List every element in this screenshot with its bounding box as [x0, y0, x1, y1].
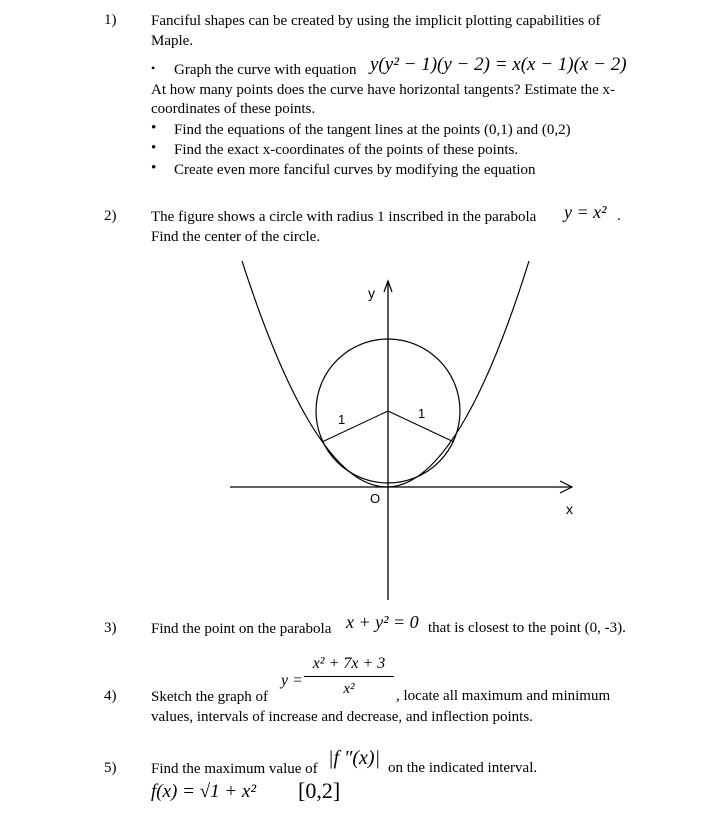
problem-1-question-line2: coordinates of these points. [151, 101, 316, 117]
problem-3-number: 3) [104, 620, 117, 636]
problem-1-equation-text: y(y² − 1)(y − 2) = x(x − 1)(x − 2) [370, 54, 627, 75]
problem-1-bullet-item: Find the equations of the tangent lines at the points (0,1) and (0,2) [174, 122, 571, 138]
problem-5-function: f(x) = √1 + x² [151, 781, 257, 802]
parabola-curve [242, 261, 529, 487]
problem-4-y-eq: y = [281, 672, 303, 689]
problem-1-number: 1) [104, 12, 117, 28]
bullet-icon: • [151, 140, 157, 156]
problem-2-line1: The figure shows a circle with radius 1 inscribed in the parabola [151, 209, 537, 225]
radius-label-left: 1 [338, 412, 346, 427]
problem-5-abs-expression: |f ″(x)| [328, 747, 381, 769]
bullet-icon: • [151, 120, 157, 136]
problem-4-numerator: x² + 7x + 3 [312, 655, 386, 672]
fraction-bar [304, 676, 394, 677]
problem-1-bullet-item: Create even more fanciful curves by modifying the equation [174, 162, 536, 178]
x-axis-label: x [566, 501, 573, 517]
problem-2-line2: Find the center of the circle. [151, 229, 321, 245]
problem-1-question-line1: At how many points does the curve have horizontal tangents? Estimate the x- [151, 82, 616, 98]
problem-1-bullet-item: Find the exact x-coordinates of the points of these points. [174, 142, 519, 158]
problem-5-number: 5) [104, 760, 117, 776]
problem-4-text-after: , locate all maximum and minimum [396, 688, 611, 704]
bullet-icon: • [151, 160, 157, 176]
problem-3-text-after: that is closest to the point (0, -3). [428, 620, 626, 636]
problem-1-intro-line2: Maple. [151, 33, 194, 49]
problem-1-bullet1-text: Graph the curve with equation [174, 62, 357, 78]
origin-label: O [370, 491, 381, 506]
problem-2-period: . [617, 208, 621, 224]
problem-4-text-before: Sketch the graph of [151, 689, 269, 705]
radius-label-right: 1 [418, 406, 426, 421]
problem-4-number: 4) [104, 688, 117, 704]
problem-3-equation: x + y² = 0 [346, 612, 419, 632]
y-axis-label: y [368, 285, 375, 301]
radius-left [322, 411, 388, 442]
problem-5-text-before: Find the maximum value of [151, 761, 318, 777]
problem-5-text-after: on the indicated interval. [388, 760, 538, 776]
problem-5-interval: [0,2] [298, 778, 341, 803]
bullet-icon: • [151, 61, 156, 75]
problem-2-number: 2) [104, 208, 117, 224]
problem-2-equation: y = x² [564, 202, 607, 222]
problem-1-intro-line1: Fanciful shapes can be created by using the implicit plotting capabilities of [151, 13, 601, 29]
problem-3-text-before: Find the point on the parabola [151, 621, 332, 637]
problem-4-denominator: x² [343, 681, 355, 697]
problem-4-line2: values, intervals of increase and decrease, and inflection points. [151, 709, 533, 725]
